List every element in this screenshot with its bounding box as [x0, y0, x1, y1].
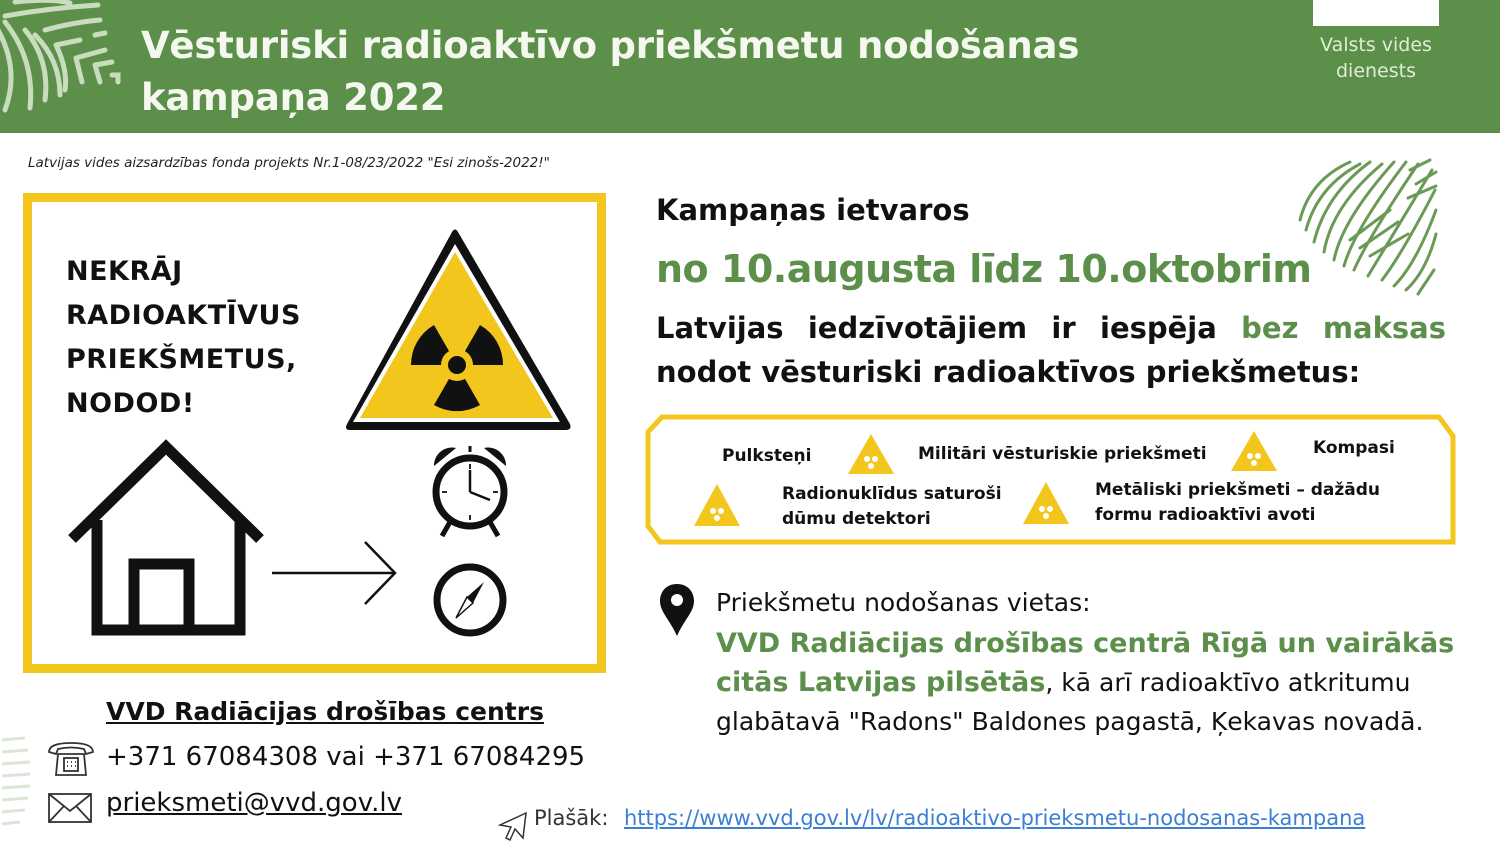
envelope-icon	[47, 792, 93, 824]
project-note: Latvijas vides aizsardzības fonda projekts Nr.1-08/23/2022 "Esi zinošs-2022!"	[28, 155, 550, 171]
logo-text-line-1: Valsts vides	[1320, 34, 1432, 56]
radiation-warning-icon	[1229, 429, 1279, 473]
title-line-2: kampaņa 2022	[141, 76, 446, 119]
item-clocks: Pulksteņi	[722, 446, 812, 466]
locations-highlight: VVD Radiācijas drošības centrā Rīgā un vairākās citās Latvijas pilsētās	[716, 628, 1455, 698]
item-military: Militāri vēsturiskie priekšmeti	[918, 444, 1207, 464]
logo-text-line-2: dienests	[1335, 60, 1416, 82]
fingerprint-icon	[0, 0, 130, 125]
item-label-line: Radionuklīdus saturoši	[782, 484, 1002, 504]
item-label-line: Metāliski priekšmeti – dažādu	[1095, 480, 1381, 500]
contact-phone[interactable]: +371 67084308 vai +371 67084295	[106, 742, 586, 772]
house-icon	[72, 447, 260, 630]
location-pin-icon	[658, 582, 696, 638]
arrow-right-icon	[272, 542, 395, 604]
slogan-line: PRIEKŠMETUS,	[66, 344, 297, 375]
radiation-warning-icon	[1021, 480, 1071, 526]
more-info-link[interactable]: https://www.vvd.gov.lv/lv/radioaktivo-prieksmetu-nodosanas-kampana	[624, 806, 1366, 830]
alarm-clock-icon	[434, 446, 506, 536]
radiation-warning-icon	[692, 482, 742, 528]
header-banner	[0, 0, 1500, 133]
radiation-warning-icon	[846, 432, 896, 476]
free-of-charge-highlight: bez maksas	[1241, 311, 1446, 345]
campaign-dates: no 10.augusta līdz 10.oktobrim	[656, 247, 1312, 291]
radiation-warning-icon	[346, 230, 571, 431]
logo-text	[1300, 32, 1452, 84]
locations-rest: , kā arī radioaktīvo atkritumu glabātavā "Radons" Baldones pagastā, Ķekavas novadā.	[716, 668, 1424, 736]
slogan-line: NODOD!	[66, 388, 195, 419]
logo	[1313, 0, 1439, 26]
contact-title: VVD Radiācijas drošības centrs	[106, 697, 544, 726]
contact-email-link[interactable]: prieksmeti@vvd.gov.lv	[106, 788, 402, 818]
campaign-text-part: nodot vēsturiski radioaktīvos priekšmetus:	[656, 355, 1361, 389]
fingerprint-icon	[1290, 150, 1445, 300]
item-label-line: formu radioaktīvi avoti	[1095, 505, 1316, 525]
item-metal-sources	[1095, 478, 1380, 528]
campaign-description	[656, 306, 1446, 394]
slogan-line: RADIOAKTĪVUS	[66, 300, 301, 331]
item-label-line: dūmu detektori	[782, 509, 931, 529]
items-list-box	[644, 414, 1456, 546]
compass-icon	[437, 567, 503, 633]
campaign-text-part: Latvijas iedzīvotājiem ir iespēja	[656, 311, 1242, 345]
item-compasses: Kompasi	[1313, 438, 1395, 458]
locations-label: Priekšmetu nodošanas vietas:	[716, 588, 1091, 617]
item-smoke-detectors	[782, 482, 1002, 532]
locations-text	[716, 624, 1476, 741]
campaign-intro: Kampaņas ietvaros	[656, 193, 970, 227]
title-line-1: Vēsturiski radioaktīvo priekšmetu nodošanas	[141, 24, 1080, 67]
fingerprint-icon	[0, 730, 40, 840]
phone-icon	[46, 740, 96, 778]
more-info-label: Plašāk:	[534, 806, 609, 830]
poster	[23, 193, 606, 673]
page-title	[141, 20, 1141, 124]
slogan-line: NEKRĀJ	[66, 256, 183, 287]
poster-illustrations	[32, 202, 597, 664]
cursor-arrow-icon	[497, 810, 529, 842]
